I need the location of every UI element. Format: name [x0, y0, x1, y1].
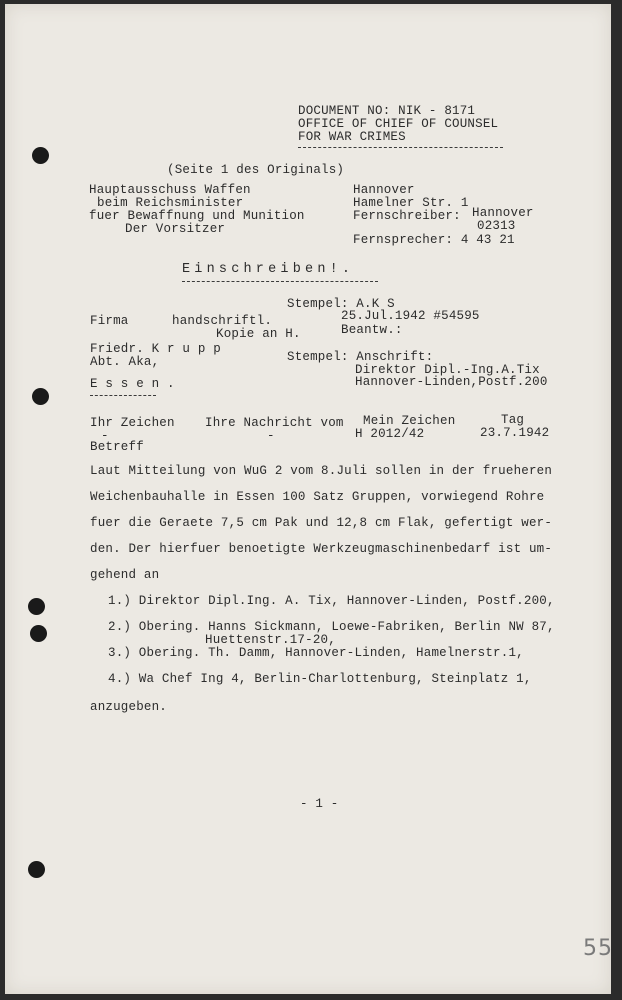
handwritten-page-number: 55 — [583, 936, 613, 961]
sender-line: beim Reichsminister — [97, 196, 244, 210]
list-item: 2.) Obering. Hanns Sickmann, Loewe-Fabriken, Berlin NW 87, — [108, 620, 555, 634]
sender-line: Der Vorsitzer — [125, 222, 226, 236]
recipient-city: E s s e n . — [90, 377, 175, 391]
empty-reference-dash: - — [101, 429, 109, 443]
body-line: Weichenbauhalle in Essen 100 Satz Gruppen, vorwiegend Rohre — [90, 490, 545, 504]
document-page — [5, 4, 611, 994]
page-number: - 1 - — [300, 797, 339, 811]
telex-number: 02313 — [477, 219, 516, 233]
address-street: Hamelner Str. 1 — [353, 196, 469, 210]
your-reference-label: Ihr Zeichen — [90, 416, 175, 430]
sender-line: fuer Bewaffnung und Munition — [89, 209, 305, 223]
telex-label: Fernschreiber: — [353, 209, 461, 223]
stamp-label: Stempel: A.K S — [287, 297, 395, 311]
punch-hole — [32, 388, 49, 405]
handwritten-note: handschriftl. — [172, 314, 273, 328]
sender-line: Hauptausschuss Waffen — [89, 183, 251, 197]
address-stamp-line: Hannover-Linden,Postf.200 — [355, 375, 548, 389]
list-item-continuation: Huettenstr.17-20, — [205, 633, 336, 647]
list-item: 3.) Obering. Th. Damm, Hannover-Linden, Hamelnerstr.1, — [108, 646, 524, 660]
address-stamp-line: Direktor Dipl.-Ing.A.Tix — [355, 363, 540, 377]
punch-hole — [28, 598, 45, 615]
list-item: 4.) Wa Chef Ing 4, Berlin-Charlottenburg, Steinplatz 1, — [108, 672, 532, 686]
body-line: gehend an — [90, 568, 160, 582]
empty-message-dash: - — [267, 429, 275, 443]
closing-word: anzugeben. — [90, 700, 168, 714]
recipient-rule — [90, 395, 156, 396]
registered-rule — [182, 281, 378, 282]
answered-label: Beantw.: — [341, 323, 403, 337]
war-crimes-line: FOR WAR CRIMES — [298, 130, 406, 144]
list-item: 1.) Direktor Dipl.Ing. A. Tix, Hannover-Linden, Postf.200, — [108, 594, 555, 608]
body-line: den. Der hierfuer benoetigte Werkzeugmaschinenbedarf ist um- — [90, 542, 553, 556]
punch-hole — [30, 625, 47, 642]
address-stamp-label: Stempel: Anschrift: — [287, 350, 434, 364]
subject-label: Betreff — [90, 440, 144, 454]
date-value: 23.7.1942 — [480, 426, 550, 440]
header-rule — [298, 147, 503, 148]
body-line: fuer die Geraete 7,5 cm Pak und 12,8 cm Flak, gefertigt wer- — [90, 516, 553, 530]
office-line: OFFICE OF CHIEF OF COUNSEL — [298, 117, 499, 131]
page-note: (Seite 1 des Originals) — [167, 163, 345, 177]
telex-city: Hannover — [472, 206, 534, 220]
punch-hole — [28, 861, 45, 878]
phone-number: Fernsprecher: 4 43 21 — [353, 233, 515, 247]
my-reference-label: Mein Zeichen — [363, 414, 456, 428]
recipient-firma: Firma — [90, 314, 129, 328]
punch-hole — [32, 147, 49, 164]
date-label: Tag — [501, 413, 525, 427]
recipient-name: Friedr. K r u p p — [90, 342, 221, 356]
your-message-label: Ihre Nachricht vom — [205, 416, 344, 430]
copy-note: Kopie an H. — [216, 327, 301, 341]
my-reference-value: H 2012/42 — [355, 427, 425, 441]
address-city: Hannover — [353, 183, 415, 197]
received-stamp-date: 25.Jul.1942 #54595 — [341, 309, 480, 323]
registered-mail-heading: Einschreiben!. — [182, 262, 355, 277]
document-number: DOCUMENT NO: NIK - 8171 — [298, 104, 476, 118]
recipient-department: Abt. Aka, — [90, 355, 160, 369]
body-line: Laut Mitteilung von WuG 2 vom 8.Juli sollen in der frueheren — [90, 464, 553, 478]
